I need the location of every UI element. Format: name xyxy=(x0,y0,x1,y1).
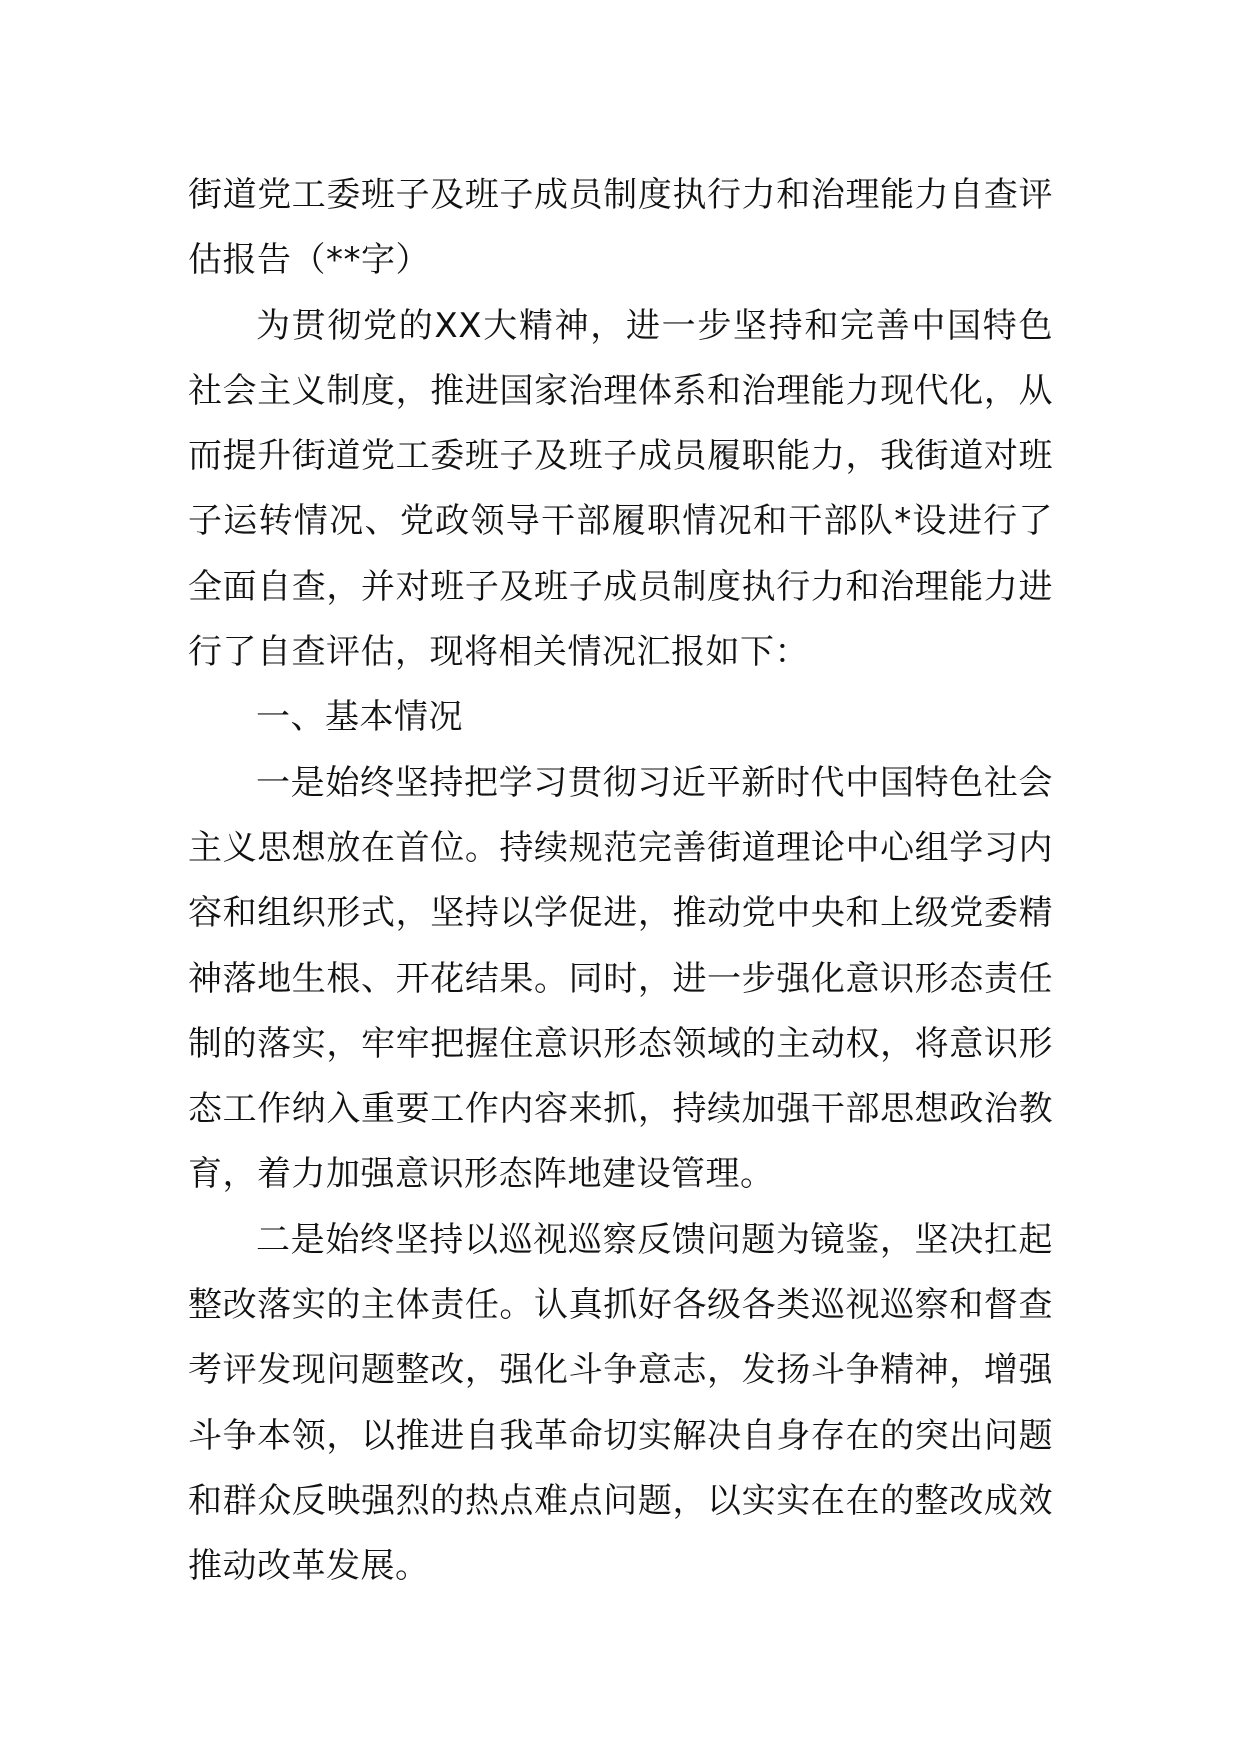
intro-paragraph: 为贯彻党的XX大精神，进一步坚持和完善中国特色社会主义制度，推进国家治理体系和治理能力现代化，从而提升街道党工委班子及班子成员履职能力，我街道对班子运转情况、党政领导干部履职情况和干部队*设进行了全面自查，并对班子及班子成员制度执行力和治理能力进行了自查评估，现将相关情况汇报如下： xyxy=(188,305,1053,673)
document-body xyxy=(188,163,1053,1600)
body-paragraph-second-point: 二是始终坚持以巡视巡察反馈问题为镜鉴，坚决扛起整改落实的主体责任。认真抓好各级各类巡视巡察和督查考评发现问题整改，强化斗争意志，发扬斗争精神，增强斗争本领，以推进自我革命切实解决自身存在的突出问题和群众反映强烈的热点难点问题，以实实在在的整改成效推动改革发展。 xyxy=(188,1219,1053,1587)
section-heading-basic-situation: 一、基本情况 xyxy=(256,697,463,738)
body-paragraph-first-point: 一是始终坚持把学习贯彻习近平新时代中国特色社会主义思想放在首位。持续规范完善街道理论中心组学习内容和组织形式，坚持以学促进，推动党中央和上级党委精神落地生根、开花结果。同时，进一步强化意识形态责任制的落实，牢牢把握住意识形态领域的主动权，将意识形态工作纳入重要工作内容来抓，持续加强干部思想政治教育，着力加强意识形态阵地建设管理。 xyxy=(188,762,1053,1195)
document-title: 街道党工委班子及班子成员制度执行力和治理能力自查评估报告（**字） xyxy=(188,175,1053,281)
